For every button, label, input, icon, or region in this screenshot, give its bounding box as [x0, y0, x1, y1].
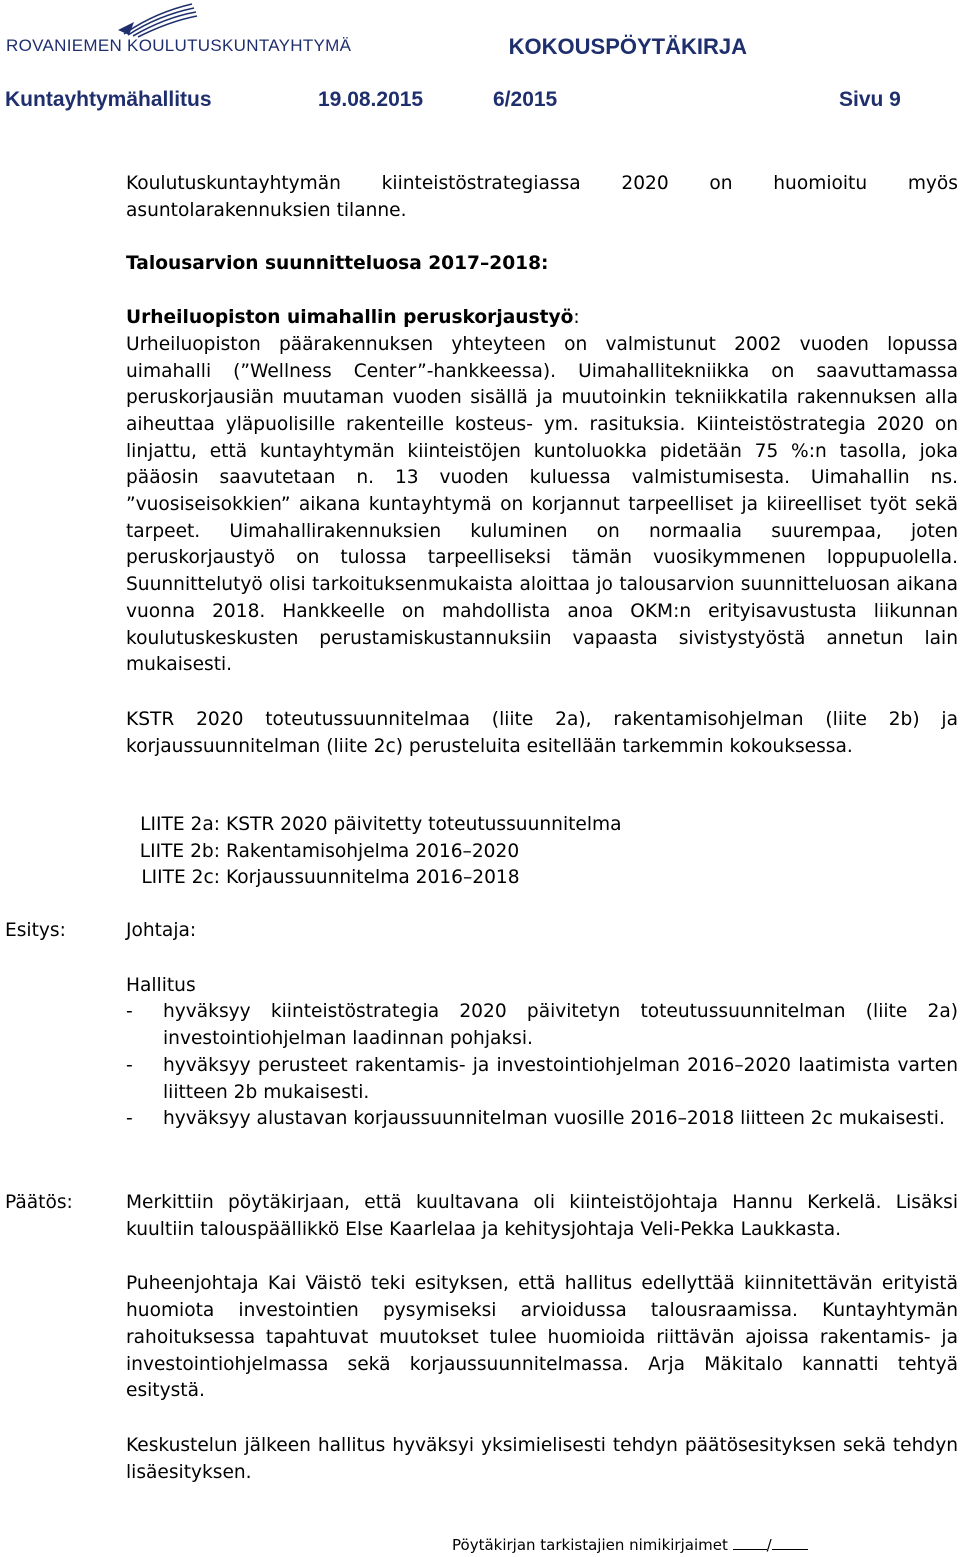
footer-initials-label: Pöytäkirjan tarkistajien nimikirjaimet [452, 1536, 728, 1554]
proposal-item [126, 1106, 958, 1133]
attachment-title[interactable]: KSTR 2020 päivitetty toteutussuunnitelma [226, 814, 622, 835]
decision-section [126, 1190, 958, 1486]
bullet-dash: - [126, 1001, 133, 1023]
document-type: KOKOUSPÖYTÄKIRJA [508, 34, 747, 59]
decision-label: Päätös: [5, 1192, 73, 1213]
project-heading [126, 305, 958, 332]
proposal-recipient: Hallitus [126, 974, 196, 996]
attachment-key: LIITE 2a: [140, 814, 220, 835]
meeting-number: 6/2015 [493, 88, 558, 111]
initials-separator: / [766, 1536, 772, 1554]
attachment-title[interactable]: Korjaussuunnitelma 2016–2018 [226, 867, 520, 889]
proposal-item-text: hyväksyy alustavan korjaussuunnitelman vuosille 2016–2018 liitteen 2c mukaisesti. [163, 1108, 945, 1130]
attachment-row [0, 839, 960, 866]
bullet-dash: - [126, 1108, 133, 1130]
page-number: Sivu 9 [839, 88, 901, 111]
meeting-body: Kuntayhtymähallitus [5, 88, 212, 111]
proposal-section [126, 918, 958, 1133]
bullet-dash: - [126, 1054, 133, 1076]
proposal-item [126, 999, 958, 1052]
proposal-label: Esitys: [5, 920, 66, 941]
initials-field-2[interactable] [772, 1535, 808, 1550]
proposal-item-text: hyväksyy perusteet rakentamis- ja investointiohjelman 2016–2020 laatimista varten liitteen 2b mukaisesti. [163, 1054, 958, 1103]
attachment-row [0, 812, 960, 839]
kstr-paragraph: KSTR 2020 toteutussuunnitelmaa (liite 2a), rakentamisohjelman (liite 2b) ja korjaussuunnitelman (liite 2c) perusteluita esitellään tarkemmin kokouksessa. [126, 708, 958, 757]
meeting-date: 19.08.2015 [318, 88, 424, 111]
attachment-row [0, 865, 960, 892]
proposal-presenter: Johtaja: [126, 920, 197, 941]
proposal-item [126, 1053, 958, 1106]
main-content [126, 171, 958, 760]
page-footer [452, 1535, 808, 1554]
decision-paragraph: Keskustelun jälkeen hallitus hyväksyi yksimielisesti tehdyn päätösesityksen sekä tehdyn lisäesityksen. [126, 1434, 958, 1483]
attachment-key: LIITE 2c: [141, 867, 220, 889]
budget-heading: Talousarvion suunnitteluosa 2017–2018: [126, 253, 549, 275]
project-title-suffix: : [573, 307, 580, 329]
organization-logo [6, 2, 366, 58]
project-paragraph: Urheiluopiston päärakennuksen yhteyteen on valmistunut 2002 vuoden lopussa uimahalli (”Wellness Center”-hankkeessa). Uimahallitekniikka on saavuttamassa peruskorjausiän muutaman vuoden sisällä ja muutoinkin tekniikkatila rakennuksen alla aiheuttaa yläpuolisille rakenteille kosteus- ym. rasituksia. Kiinteistöstrategia 2020 on linjattu, että kuntayhtymän kiinteistöjen kuntoluokka pidetään 75 %:n tasolla, joka pääosin saavutetaan n. 13 vuoden kuluessa valmistumisesta. Uimahallin ns. ”vuosiseisokkien” aikana kuntayhtymä on korjannut tarpeelliset ja kiireelliset työt sekä tarpeet. Uimahallirakennuksien kuluminen on normaalia suurempaa, joten peruskorjaustyö on tulossa tarpeelliseksi tämän vuosikymmenen loppupuolella. Suunnittelutyö olisi tarkoituksenmukaista aloittaa jo talousarvion suunnitteluosan aikana vuonna 2018. Hankkeelle on mahdollista anoa OKM:n erityisavustusta liikunnan koulutuskeskusten perustamiskustannuksiin vapaasta sivistystyöstä annetun lain mukaisesti. [126, 333, 958, 676]
attachment-key: LIITE 2b: [139, 840, 220, 862]
logo-text: ROVANIEMEN KOULUTUSKUNTAYHTYMÄ [6, 36, 352, 55]
initials-field-1[interactable] [733, 1535, 767, 1550]
proposal-item-text: hyväksyy kiinteistöstrategia 2020 päivitetyn toteutussuunnitelman (liite 2a) investointiohjelman laadinnan pohjaksi. [163, 1001, 958, 1050]
attachments-list [0, 812, 960, 892]
decision-paragraph: Puheenjohtaja Kai Väistö teki esityksen, että hallitus edellyttää kiinnitettävän erityistä huomiota investointien pysymiseksi arvioidussa talousraamissa. Kuntayhtymän rahoituksessa tapahtuvat muutokset tulee huomioida riittävän ajoissa rakentamis- ja investointiohjelmassa sekä korjaussuunnitelmassa. Arja Mäkitalo kannatti tehtyä esitystä. [126, 1273, 958, 1402]
project-title: Urheiluopiston uimahallin peruskorjaustyö [126, 307, 574, 329]
attachment-title[interactable]: Rakentamisohjelma 2016–2020 [226, 840, 520, 862]
intro-paragraph: Koulutuskuntayhtymän kiinteistöstrategiassa 2020 on huomioitu myös asuntolarakennuksien tilanne. [126, 173, 958, 221]
decision-paragraph: Merkittiin pöytäkirjaan, että kuultavana oli kiinteistöjohtaja Hannu Kerkelä. Lisäksi kuultiin talouspäällikkö Else Kaarlelaa ja kehitysjohtaja Veli-Pekka Laukkasta. [126, 1192, 958, 1240]
